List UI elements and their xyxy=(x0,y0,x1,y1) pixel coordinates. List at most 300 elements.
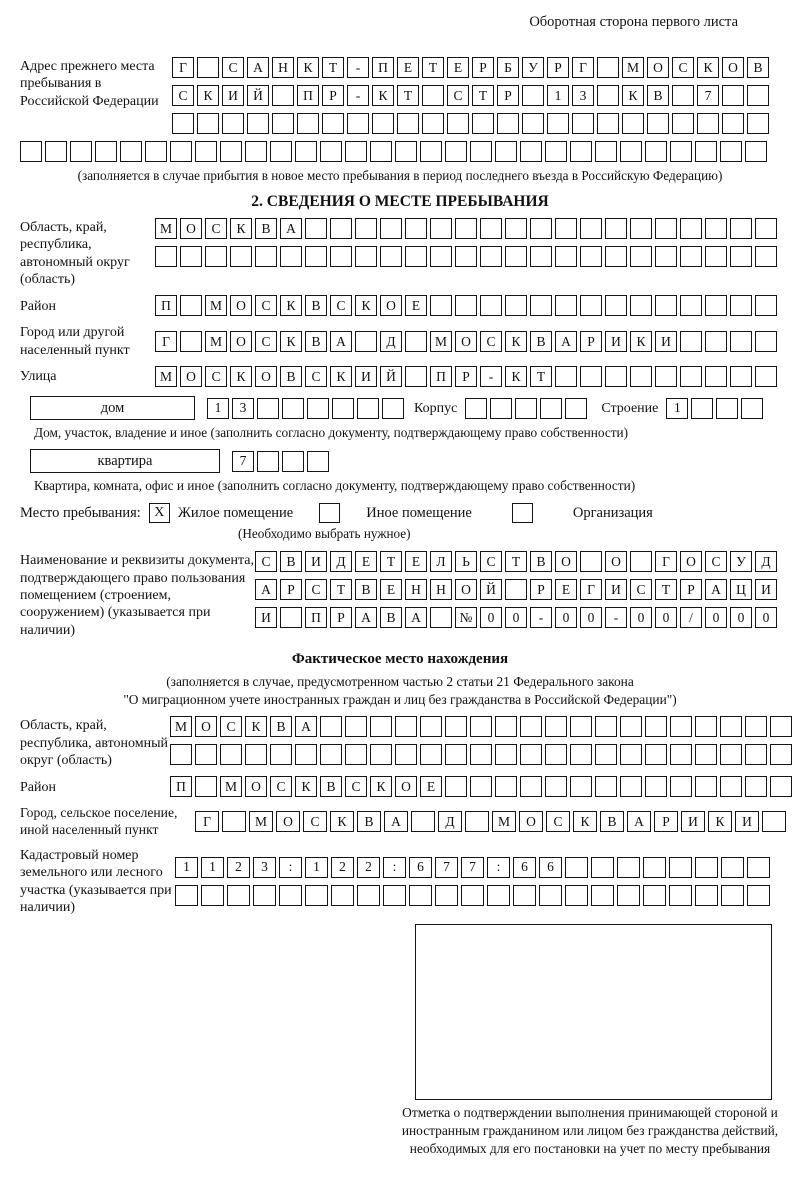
form-cell[interactable]: Г xyxy=(195,811,219,832)
form-cell[interactable] xyxy=(605,366,627,387)
form-cell[interactable]: О xyxy=(380,295,402,316)
form-cell[interactable]: Т xyxy=(322,57,344,78)
form-cell[interactable] xyxy=(455,246,477,267)
form-cell[interactable]: В xyxy=(255,218,277,239)
form-cell[interactable] xyxy=(355,331,377,352)
form-cell[interactable]: Т xyxy=(380,551,402,572)
form-cell[interactable] xyxy=(595,744,617,765)
form-cell[interactable] xyxy=(705,331,727,352)
form-cell[interactable] xyxy=(645,716,667,737)
form-cell[interactable] xyxy=(617,885,640,906)
form-cell[interactable] xyxy=(465,811,489,832)
form-cell[interactable] xyxy=(643,857,666,878)
form-cell[interactable]: Е xyxy=(420,776,442,797)
form-cell[interactable] xyxy=(547,113,569,134)
form-cell[interactable] xyxy=(669,885,692,906)
form-cell[interactable] xyxy=(730,295,752,316)
form-cell[interactable] xyxy=(245,141,267,162)
form-cell[interactable]: Р xyxy=(530,579,552,600)
form-cell[interactable] xyxy=(355,246,377,267)
form-cell[interactable]: 3 xyxy=(572,85,594,106)
form-cell[interactable]: П xyxy=(430,366,452,387)
form-cell[interactable]: О xyxy=(230,331,252,352)
form-cell[interactable]: Д xyxy=(380,331,402,352)
form-cell[interactable]: Т xyxy=(655,579,677,600)
form-cell[interactable] xyxy=(695,885,718,906)
form-cell[interactable]: А xyxy=(384,811,408,832)
form-cell[interactable] xyxy=(620,776,642,797)
form-cell[interactable] xyxy=(382,398,404,419)
form-cell[interactable]: 7 xyxy=(697,85,719,106)
form-cell[interactable]: С xyxy=(205,366,227,387)
form-cell[interactable] xyxy=(487,885,510,906)
form-cell[interactable]: 7 xyxy=(461,857,484,878)
form-cell[interactable]: О xyxy=(195,716,217,737)
checkbox-org[interactable] xyxy=(512,503,533,523)
form-cell[interactable]: О xyxy=(255,366,277,387)
form-cell[interactable] xyxy=(332,398,354,419)
form-cell[interactable] xyxy=(372,113,394,134)
form-cell[interactable]: Г xyxy=(155,331,177,352)
form-cell[interactable]: Р xyxy=(472,57,494,78)
form-cell[interactable] xyxy=(480,246,502,267)
form-cell[interactable] xyxy=(490,398,512,419)
form-cell[interactable]: К xyxy=(330,811,354,832)
form-cell[interactable] xyxy=(555,246,577,267)
form-cell[interactable] xyxy=(205,246,227,267)
form-cell[interactable] xyxy=(530,218,552,239)
form-cell[interactable] xyxy=(430,218,452,239)
form-cell[interactable]: 0 xyxy=(705,607,727,628)
form-cell[interactable] xyxy=(555,366,577,387)
form-cell[interactable] xyxy=(227,885,250,906)
form-cell[interactable] xyxy=(279,885,302,906)
form-cell[interactable] xyxy=(572,113,594,134)
form-cell[interactable] xyxy=(580,366,602,387)
form-cell[interactable]: М xyxy=(622,57,644,78)
form-cell[interactable]: Й xyxy=(480,579,502,600)
form-cell[interactable]: : xyxy=(487,857,510,878)
form-cell[interactable] xyxy=(422,85,444,106)
form-cell[interactable] xyxy=(580,218,602,239)
form-cell[interactable]: Р xyxy=(547,57,569,78)
form-cell[interactable] xyxy=(201,885,224,906)
form-cell[interactable] xyxy=(222,811,246,832)
form-cell[interactable] xyxy=(670,141,692,162)
form-cell[interactable]: С xyxy=(305,579,327,600)
form-cell[interactable]: Л xyxy=(430,551,452,572)
form-cell[interactable] xyxy=(655,218,677,239)
form-cell[interactable] xyxy=(730,218,752,239)
form-cell[interactable] xyxy=(622,113,644,134)
form-cell[interactable]: С xyxy=(303,811,327,832)
form-cell[interactable]: С xyxy=(205,218,227,239)
form-cell[interactable]: 2 xyxy=(227,857,250,878)
form-cell[interactable]: В xyxy=(305,295,327,316)
form-cell[interactable]: О xyxy=(455,579,477,600)
form-cell[interactable]: В xyxy=(747,57,769,78)
form-cell[interactable]: П xyxy=(155,295,177,316)
checkbox-inoe[interactable] xyxy=(319,503,340,523)
form-cell[interactable] xyxy=(747,85,769,106)
form-cell[interactable] xyxy=(697,113,719,134)
form-cell[interactable] xyxy=(272,85,294,106)
form-cell[interactable] xyxy=(755,246,777,267)
form-cell[interactable]: А xyxy=(280,218,302,239)
form-cell[interactable]: О xyxy=(680,551,702,572)
form-cell[interactable]: 7 xyxy=(435,857,458,878)
form-cell[interactable] xyxy=(255,246,277,267)
form-cell[interactable] xyxy=(565,885,588,906)
form-cell[interactable]: К xyxy=(505,366,527,387)
form-cell[interactable]: П xyxy=(170,776,192,797)
form-cell[interactable] xyxy=(595,776,617,797)
form-cell[interactable] xyxy=(470,716,492,737)
form-cell[interactable]: Т xyxy=(422,57,444,78)
form-cell[interactable] xyxy=(672,113,694,134)
form-cell[interactable] xyxy=(222,113,244,134)
form-cell[interactable]: - xyxy=(347,57,369,78)
form-cell[interactable]: К xyxy=(630,331,652,352)
form-cell[interactable]: Е xyxy=(405,295,427,316)
form-cell[interactable] xyxy=(720,744,742,765)
form-cell[interactable] xyxy=(645,744,667,765)
form-cell[interactable]: И xyxy=(605,331,627,352)
form-cell[interactable] xyxy=(331,885,354,906)
form-cell[interactable] xyxy=(680,218,702,239)
form-cell[interactable]: Р xyxy=(680,579,702,600)
form-cell[interactable] xyxy=(257,398,279,419)
form-cell[interactable] xyxy=(755,295,777,316)
form-cell[interactable]: О xyxy=(395,776,417,797)
form-cell[interactable] xyxy=(420,716,442,737)
form-cell[interactable] xyxy=(513,885,536,906)
form-cell[interactable]: К xyxy=(280,331,302,352)
form-cell[interactable] xyxy=(197,113,219,134)
form-cell[interactable]: Р xyxy=(280,579,302,600)
form-cell[interactable]: Е xyxy=(555,579,577,600)
form-cell[interactable]: С xyxy=(255,331,277,352)
form-cell[interactable] xyxy=(370,141,392,162)
form-cell[interactable]: 0 xyxy=(730,607,752,628)
form-cell[interactable] xyxy=(762,811,786,832)
form-cell[interactable]: О xyxy=(722,57,744,78)
form-cell[interactable] xyxy=(195,141,217,162)
form-cell[interactable]: К xyxy=(708,811,732,832)
form-cell[interactable]: - xyxy=(347,85,369,106)
form-cell[interactable] xyxy=(405,331,427,352)
form-cell[interactable] xyxy=(355,218,377,239)
form-cell[interactable] xyxy=(540,398,562,419)
form-cell[interactable]: Р xyxy=(330,607,352,628)
form-cell[interactable]: Е xyxy=(405,551,427,572)
form-cell[interactable] xyxy=(745,744,767,765)
form-cell[interactable]: 1 xyxy=(201,857,224,878)
form-cell[interactable] xyxy=(455,295,477,316)
form-cell[interactable]: И xyxy=(605,579,627,600)
form-cell[interactable] xyxy=(520,716,542,737)
form-cell[interactable] xyxy=(405,218,427,239)
form-cell[interactable] xyxy=(282,451,304,472)
form-cell[interactable] xyxy=(720,776,742,797)
form-cell[interactable] xyxy=(747,857,770,878)
form-cell[interactable] xyxy=(357,398,379,419)
form-cell[interactable]: В xyxy=(530,331,552,352)
form-cell[interactable] xyxy=(705,295,727,316)
form-cell[interactable] xyxy=(645,141,667,162)
form-cell[interactable]: 0 xyxy=(755,607,777,628)
form-cell[interactable]: М xyxy=(220,776,242,797)
form-cell[interactable]: 1 xyxy=(666,398,688,419)
form-cell[interactable] xyxy=(480,295,502,316)
form-cell[interactable] xyxy=(247,113,269,134)
form-cell[interactable] xyxy=(370,744,392,765)
form-cell[interactable]: К xyxy=(230,218,252,239)
form-cell[interactable] xyxy=(655,246,677,267)
form-cell[interactable]: 6 xyxy=(513,857,536,878)
form-cell[interactable]: С xyxy=(705,551,727,572)
form-cell[interactable] xyxy=(270,744,292,765)
form-cell[interactable] xyxy=(307,398,329,419)
form-cell[interactable]: 2 xyxy=(357,857,380,878)
form-cell[interactable] xyxy=(297,113,319,134)
form-cell[interactable] xyxy=(505,246,527,267)
form-cell[interactable] xyxy=(45,141,67,162)
form-cell[interactable]: В xyxy=(305,331,327,352)
form-cell[interactable] xyxy=(630,246,652,267)
form-cell[interactable] xyxy=(530,246,552,267)
form-cell[interactable] xyxy=(70,141,92,162)
form-cell[interactable] xyxy=(430,246,452,267)
form-cell[interactable]: К xyxy=(330,366,352,387)
form-cell[interactable] xyxy=(747,113,769,134)
form-cell[interactable]: К xyxy=(297,57,319,78)
form-cell[interactable]: М xyxy=(170,716,192,737)
form-cell[interactable]: Т xyxy=(330,579,352,600)
form-cell[interactable]: 0 xyxy=(630,607,652,628)
form-cell[interactable] xyxy=(280,607,302,628)
form-cell[interactable]: К xyxy=(295,776,317,797)
form-cell[interactable]: У xyxy=(730,551,752,572)
form-cell[interactable]: М xyxy=(205,331,227,352)
form-cell[interactable] xyxy=(620,744,642,765)
form-cell[interactable]: П xyxy=(297,85,319,106)
form-cell[interactable] xyxy=(591,857,614,878)
form-cell[interactable]: Ц xyxy=(730,579,752,600)
form-cell[interactable]: В xyxy=(320,776,342,797)
form-cell[interactable] xyxy=(145,141,167,162)
form-cell[interactable] xyxy=(495,744,517,765)
form-cell[interactable] xyxy=(570,776,592,797)
form-cell[interactable] xyxy=(680,246,702,267)
form-cell[interactable] xyxy=(595,141,617,162)
form-cell[interactable] xyxy=(445,776,467,797)
form-cell[interactable]: Г xyxy=(572,57,594,78)
form-cell[interactable]: 1 xyxy=(175,857,198,878)
form-cell[interactable]: 2 xyxy=(331,857,354,878)
form-cell[interactable] xyxy=(670,744,692,765)
form-cell[interactable] xyxy=(570,716,592,737)
form-cell[interactable]: Г xyxy=(580,579,602,600)
form-cell[interactable] xyxy=(172,113,194,134)
form-cell[interactable] xyxy=(445,744,467,765)
form-cell[interactable] xyxy=(305,885,328,906)
form-cell[interactable] xyxy=(520,141,542,162)
form-cell[interactable]: Г xyxy=(655,551,677,572)
form-cell[interactable] xyxy=(230,246,252,267)
form-cell[interactable]: С xyxy=(630,579,652,600)
form-cell[interactable] xyxy=(745,141,767,162)
form-cell[interactable]: Р xyxy=(654,811,678,832)
form-cell[interactable] xyxy=(655,366,677,387)
form-cell[interactable] xyxy=(720,716,742,737)
form-cell[interactable]: И xyxy=(305,551,327,572)
form-cell[interactable] xyxy=(345,141,367,162)
form-cell[interactable] xyxy=(721,885,744,906)
form-cell[interactable]: С xyxy=(345,776,367,797)
form-cell[interactable]: В xyxy=(380,607,402,628)
form-cell[interactable]: В xyxy=(357,811,381,832)
form-cell[interactable] xyxy=(555,295,577,316)
form-cell[interactable] xyxy=(545,141,567,162)
form-cell[interactable] xyxy=(497,113,519,134)
form-cell[interactable] xyxy=(357,885,380,906)
form-cell[interactable]: К xyxy=(197,85,219,106)
form-cell[interactable] xyxy=(430,295,452,316)
form-cell[interactable]: 6 xyxy=(539,857,562,878)
form-cell[interactable] xyxy=(630,218,652,239)
form-cell[interactable] xyxy=(520,776,542,797)
form-cell[interactable] xyxy=(580,295,602,316)
form-cell[interactable]: 0 xyxy=(555,607,577,628)
form-cell[interactable]: А xyxy=(555,331,577,352)
form-cell[interactable]: И xyxy=(755,579,777,600)
form-cell[interactable] xyxy=(380,246,402,267)
form-cell[interactable] xyxy=(695,744,717,765)
form-cell[interactable]: О xyxy=(519,811,543,832)
form-cell[interactable]: 1 xyxy=(547,85,569,106)
form-cell[interactable] xyxy=(320,744,342,765)
form-cell[interactable] xyxy=(522,113,544,134)
form-cell[interactable] xyxy=(505,295,527,316)
form-cell[interactable]: К xyxy=(372,85,394,106)
form-cell[interactable] xyxy=(520,744,542,765)
form-cell[interactable] xyxy=(565,857,588,878)
form-cell[interactable]: Д xyxy=(438,811,462,832)
form-cell[interactable] xyxy=(580,551,602,572)
form-cell[interactable] xyxy=(555,218,577,239)
form-cell[interactable]: К xyxy=(245,716,267,737)
form-cell[interactable]: 3 xyxy=(232,398,254,419)
form-cell[interactable] xyxy=(447,113,469,134)
form-cell[interactable] xyxy=(720,141,742,162)
form-cell[interactable] xyxy=(395,716,417,737)
form-cell[interactable]: Е xyxy=(355,551,377,572)
form-cell[interactable] xyxy=(307,451,329,472)
form-cell[interactable]: № xyxy=(455,607,477,628)
form-cell[interactable]: И xyxy=(681,811,705,832)
form-cell[interactable] xyxy=(345,716,367,737)
form-cell[interactable]: С xyxy=(546,811,570,832)
form-cell[interactable] xyxy=(272,113,294,134)
form-cell[interactable]: В xyxy=(530,551,552,572)
form-cell[interactable] xyxy=(180,246,202,267)
form-cell[interactable] xyxy=(669,857,692,878)
form-cell[interactable] xyxy=(195,776,217,797)
form-cell[interactable] xyxy=(322,113,344,134)
form-cell[interactable] xyxy=(505,579,527,600)
form-cell[interactable]: В xyxy=(647,85,669,106)
form-cell[interactable] xyxy=(180,331,202,352)
form-cell[interactable] xyxy=(539,885,562,906)
form-cell[interactable] xyxy=(405,366,427,387)
form-cell[interactable]: Й xyxy=(380,366,402,387)
form-cell[interactable]: О xyxy=(276,811,300,832)
form-cell[interactable] xyxy=(680,295,702,316)
form-cell[interactable] xyxy=(175,885,198,906)
form-cell[interactable] xyxy=(470,776,492,797)
form-cell[interactable]: В xyxy=(355,579,377,600)
form-cell[interactable] xyxy=(770,716,792,737)
form-cell[interactable] xyxy=(305,246,327,267)
form-cell[interactable] xyxy=(741,398,763,419)
form-cell[interactable] xyxy=(495,141,517,162)
form-cell[interactable] xyxy=(435,885,458,906)
form-cell[interactable]: И xyxy=(255,607,277,628)
form-cell[interactable]: 3 xyxy=(253,857,276,878)
form-cell[interactable] xyxy=(420,744,442,765)
form-cell[interactable] xyxy=(395,141,417,162)
form-cell[interactable]: К xyxy=(355,295,377,316)
form-cell[interactable]: : xyxy=(279,857,302,878)
form-cell[interactable]: М xyxy=(249,811,273,832)
form-cell[interactable] xyxy=(405,246,427,267)
form-cell[interactable] xyxy=(620,141,642,162)
form-cell[interactable] xyxy=(270,141,292,162)
form-cell[interactable] xyxy=(253,885,276,906)
form-cell[interactable]: К xyxy=(370,776,392,797)
form-cell[interactable] xyxy=(470,744,492,765)
form-cell[interactable]: М xyxy=(205,295,227,316)
form-cell[interactable]: Н xyxy=(272,57,294,78)
form-cell[interactable] xyxy=(721,857,744,878)
form-cell[interactable]: Е xyxy=(380,579,402,600)
form-cell[interactable]: С xyxy=(222,57,244,78)
form-cell[interactable]: Е xyxy=(447,57,469,78)
form-cell[interactable]: С xyxy=(270,776,292,797)
form-cell[interactable] xyxy=(695,716,717,737)
form-cell[interactable]: С xyxy=(480,551,502,572)
form-cell[interactable] xyxy=(605,218,627,239)
form-cell[interactable] xyxy=(397,113,419,134)
form-cell[interactable] xyxy=(220,744,242,765)
form-cell[interactable] xyxy=(630,295,652,316)
form-cell[interactable] xyxy=(195,744,217,765)
form-cell[interactable] xyxy=(565,398,587,419)
form-cell[interactable]: - xyxy=(605,607,627,628)
form-cell[interactable]: 0 xyxy=(655,607,677,628)
form-cell[interactable]: Р xyxy=(580,331,602,352)
form-cell[interactable]: 7 xyxy=(232,451,254,472)
form-cell[interactable] xyxy=(655,295,677,316)
form-cell[interactable]: К xyxy=(622,85,644,106)
form-cell[interactable] xyxy=(480,218,502,239)
form-cell[interactable]: К xyxy=(697,57,719,78)
form-cell[interactable]: А xyxy=(627,811,651,832)
form-cell[interactable]: У xyxy=(522,57,544,78)
form-cell[interactable] xyxy=(705,246,727,267)
form-cell[interactable] xyxy=(770,776,792,797)
